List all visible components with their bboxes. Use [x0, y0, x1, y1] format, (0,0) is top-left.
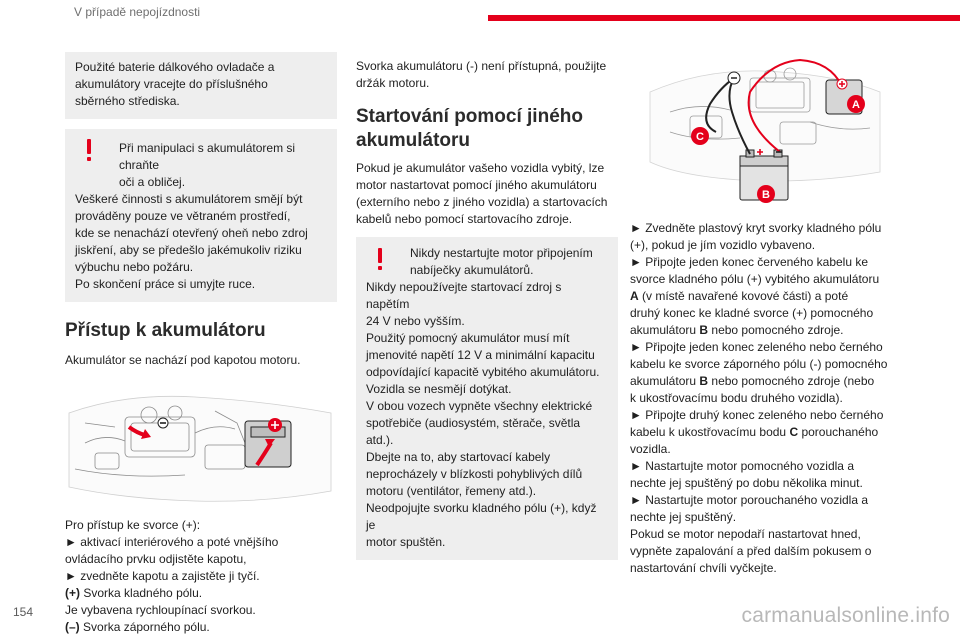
- step-line: svorce kladného pólu (+) vybitého akumulátoru: [630, 272, 880, 286]
- warning-line: Veškeré činnosti s akumulátorem smějí být: [75, 192, 303, 206]
- negative-terminal-note: držák motoru.: [356, 76, 430, 90]
- instruction-line: ► aktivací interiérového a poté vnějšího: [65, 535, 279, 549]
- jump-start-illustration: [630, 52, 910, 212]
- warning-line: Neodpojujte svorku kladného pólu (+), když je: [366, 501, 597, 532]
- step-line: nechte jej spuštěný po dobu několika minut.: [630, 476, 863, 490]
- instruction-line: Je vybavena rychloupínací svorkou.: [65, 603, 256, 617]
- info-line: sběrného střediska.: [75, 94, 180, 108]
- info-box-battery-recycling: [65, 52, 337, 119]
- step-line: nechte jej spuštěný.: [630, 510, 737, 524]
- warning-line: neprocházely v blízkosti pohyblivých dílů: [366, 467, 583, 481]
- warning-line: spotřebiče (audiosystém, stěrače, světla atd.).: [366, 416, 581, 447]
- step-line: Pokud se motor nepodaří nastartovat hned,: [630, 527, 861, 541]
- warning-line: Vozidla se nesmějí dotýkat.: [366, 382, 512, 396]
- step-line: (+), pokud je jím vozidlo vybaveno.: [630, 238, 816, 252]
- warning-line: nabíječky akumulátorů.: [410, 263, 534, 277]
- jump-start-drawing: [630, 52, 910, 212]
- warning-line: Nikdy nepoužívejte startovací zdroj s napětím: [366, 280, 562, 311]
- engine-bay-drawing: [65, 383, 337, 509]
- section-heading-battery-access: Přístup k akumulátoru: [65, 320, 266, 341]
- step-line: vozidla.: [630, 442, 671, 456]
- warning-line: Po skončení práce si umyjte ruce.: [75, 277, 256, 291]
- battery-access-instructions: [65, 517, 337, 636]
- label-a: A: [852, 99, 860, 111]
- warning-line: odpovídající kapacitě vybitého akumulátoru.: [366, 365, 600, 379]
- step-line: ► Nastartujte motor porouchaného vozidla a: [630, 493, 869, 507]
- warning-line: V obou vozech vypněte všechny elektrické: [366, 399, 593, 413]
- warning-line: Použitý pomocný akumulátor musí mít: [366, 331, 570, 345]
- warning-line: jmenovité napětí 12 V a minimální kapacitu: [366, 348, 595, 362]
- warning-box-battery-handling: [65, 129, 337, 302]
- paragraph-line: kabelů nebo pomocí startovacího zdroje.: [356, 212, 573, 226]
- negative-terminal-note: Svorka akumulátoru (-) není přístupná, použijte: [356, 59, 607, 73]
- page-number: 154: [13, 605, 34, 619]
- step-line: akumulátoru B nebo pomocného zdroje.: [630, 323, 844, 337]
- warning-line: motoru (ventilátor, řemeny atd.).: [366, 484, 537, 498]
- step-line: A (v místě navařené kovové části) a poté: [630, 289, 849, 303]
- instruction-line: ovládacího prvku odjistěte kapotu,: [65, 552, 247, 566]
- column-right: [630, 52, 910, 577]
- instruction-line: (–) Svorka záporného pólu.: [65, 620, 210, 634]
- section-heading-jump-start: Startování pomocí jiného: [356, 106, 583, 127]
- instruction-line: (+) Svorka kladného pólu.: [65, 586, 203, 600]
- jump-start-intro: [356, 160, 618, 228]
- step-line: k ukostřovacímu bodu druhého vozidla).: [630, 391, 843, 405]
- step-line: ► Připojte jeden konec červeného kabelu ke: [630, 255, 869, 269]
- warning-line: Při manipulaci s akumulátorem si chraňte: [119, 141, 296, 172]
- step-line: ► Zvedněte plastový kryt svorky kladného pólu: [630, 221, 882, 235]
- paragraph-line: Pokud je akumulátor vašeho vozidla vybitý, lze: [356, 161, 605, 175]
- jump-start-steps: [630, 220, 910, 577]
- label-c: C: [696, 131, 704, 143]
- step-line: ► Nastartujte motor pomocného vozidla a: [630, 459, 854, 473]
- step-line: akumulátoru B nebo pomocného zdroje (nebo: [630, 374, 875, 388]
- minus-terminal-label: (–): [65, 620, 80, 634]
- label-b: B: [762, 189, 770, 201]
- step-line: kabelu k ukostřovacímu bodu C porouchaného: [630, 425, 879, 439]
- info-line: Použité baterie dálkového ovladače a: [75, 60, 275, 74]
- step-line: ► Připojte jeden konec zeleného nebo černého: [630, 340, 883, 354]
- plus-terminal-label: (+): [65, 586, 80, 600]
- step-line: druhý konec ke kladné svorce (+) pomocného: [630, 306, 874, 320]
- step-line: vypněte zapalování a před dalším pokusem o: [630, 544, 872, 558]
- column-middle: [356, 58, 618, 560]
- warning-box-jump-start: [356, 237, 618, 560]
- step-line: ► Připojte druhý konec zeleného nebo černého: [630, 408, 884, 422]
- warning-line: výbuchu nebo požáru.: [75, 260, 194, 274]
- warning-line: Nikdy nestartujte motor připojením: [410, 246, 593, 260]
- instruction-line: ► zvedněte kapotu a zajistěte ji tyčí.: [65, 569, 260, 583]
- warning-line: kde se nenachází otevřený oheň nebo zdroj: [75, 226, 308, 240]
- warning-line: jiskření, aby se předešlo jakémukoliv riziku: [75, 243, 302, 257]
- step-line: nastartování chvíli vyčkejte.: [630, 561, 777, 575]
- engine-bay-illustration: [65, 383, 337, 509]
- warning-line: 24 V nebo vyšším.: [366, 314, 465, 328]
- instruction-line: Pro přístup ke svorce (+):: [65, 518, 201, 532]
- step-line: kabelu ke svorce záporného pólu (-) pomocného: [630, 357, 888, 371]
- battery-location-text: Akumulátor se nachází pod kapotou motoru.: [65, 353, 301, 367]
- paragraph-line: (externího nebo z jiného vozidla) a startovacích: [356, 195, 608, 209]
- section-heading-jump-start: akumulátoru: [356, 130, 471, 151]
- warning-line: prováděny pouze ve větraném prostředí,: [75, 209, 291, 223]
- warning-line: motor spuštěn.: [366, 535, 446, 549]
- warning-icon: [87, 139, 92, 161]
- column-left: [65, 52, 337, 636]
- warning-icon: [378, 248, 383, 270]
- watermark-link[interactable]: carmanualsonline.info: [741, 604, 950, 627]
- paragraph-line: motor nastartovat pomocí jiného akumulátoru: [356, 178, 597, 192]
- header-accent-bar: [488, 15, 960, 21]
- running-header: V případě nepojízdnosti: [74, 5, 201, 19]
- warning-line: Dbejte na to, aby startovací kabely: [366, 450, 551, 464]
- info-line: akumulátory vracejte do příslušného: [75, 77, 268, 91]
- warning-line: oči a obličej.: [119, 175, 186, 189]
